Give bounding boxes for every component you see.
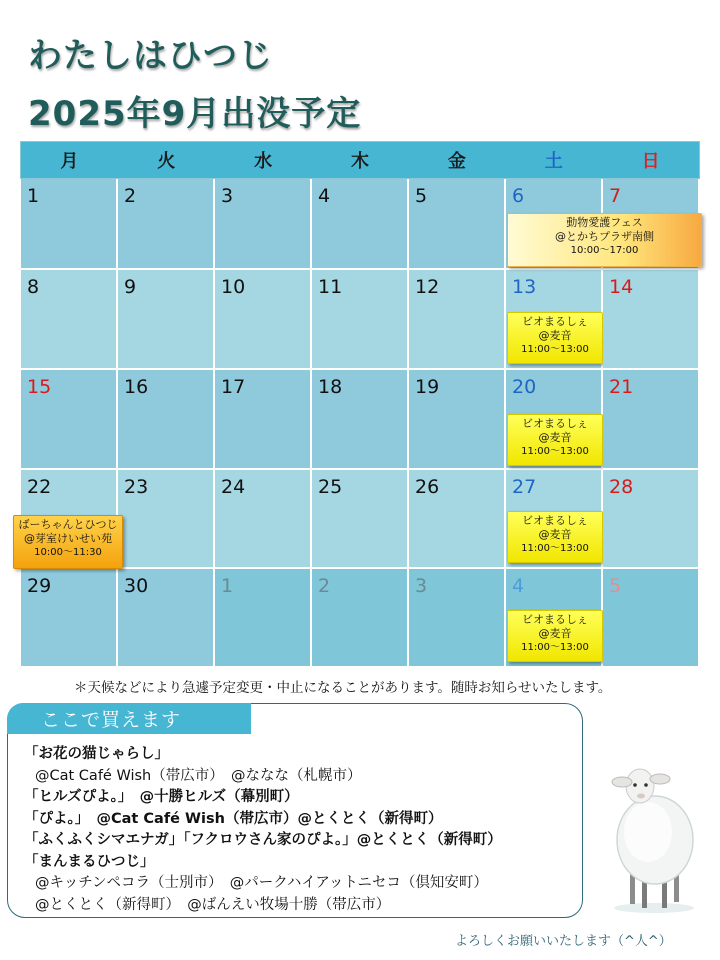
calendar-cell [118, 569, 215, 668]
calendar-cell [506, 270, 603, 370]
day-number: 5 [609, 575, 622, 597]
day-number: 1 [221, 575, 234, 597]
event-title: ばーちゃんとひつじ [18, 518, 118, 531]
calendar-cell [18, 470, 118, 569]
day-number: 21 [609, 376, 634, 398]
calendar-cell [21, 270, 118, 370]
shop-locations: @とくとく（新得町） @ばんえい牧場十勝（帯広市） [35, 896, 391, 913]
day-number: 9 [124, 276, 137, 298]
day-number: 15 [27, 376, 52, 398]
day-number: 4 [512, 575, 525, 597]
calendar-cell [215, 179, 312, 270]
calendar-cell [215, 270, 312, 370]
weekday-tue: 火 [157, 151, 176, 172]
calendar-cell [215, 470, 312, 569]
event-bio-marche[interactable] [507, 610, 603, 662]
event-title: ビオまるしぇ [522, 417, 588, 430]
calendar [20, 141, 700, 668]
day-number: 22 [27, 476, 52, 498]
calendar-cell-next-month [603, 569, 700, 668]
event-title: ビオまるしぇ [522, 514, 588, 527]
event-baachan-hitsuji[interactable] [13, 515, 123, 569]
calendar-cell [118, 270, 215, 370]
day-number: 2 [318, 575, 331, 597]
weekday-sun: 日 [641, 151, 660, 172]
day-number: 18 [318, 376, 343, 398]
event-animal-fes[interactable] [507, 213, 702, 267]
event-time: 11:00～13:00 [521, 642, 589, 653]
event-bio-marche[interactable] [507, 414, 603, 466]
day-number: 28 [609, 476, 634, 498]
event-time: 10:00～11:30 [34, 547, 102, 558]
shop-locations: @キッチンペコラ（士別市） @パークハイアットニセコ（倶知安町） [35, 875, 488, 891]
event-location: @麦音 [538, 329, 572, 342]
day-number: 10 [221, 276, 246, 298]
event-time: 11:00～13:00 [521, 344, 589, 355]
weekday-mon: 月 [60, 151, 79, 172]
calendar-cell [118, 370, 215, 470]
event-bio-marche[interactable] [507, 312, 603, 364]
calendar-cell [409, 370, 506, 470]
calendar-cell [603, 270, 700, 370]
day-number: 2 [124, 185, 137, 207]
page-subtitle: 2025年9月出没予定 [28, 94, 362, 134]
day-number: 12 [415, 276, 440, 298]
calendar-cell-next-month [312, 569, 409, 668]
day-number: 13 [512, 276, 537, 298]
calendar-cell [21, 569, 118, 668]
weekday-fri: 金 [447, 151, 466, 172]
weekday-wed: 水 [254, 151, 273, 172]
day-number: 24 [221, 476, 246, 498]
product-shop-line: 「ふくふくシマエナガ」「フクロウさん家のぴよ。」@とくとく（新得町） [24, 832, 502, 848]
footer-message: よろしくお願いいたします（^人^） [455, 934, 672, 949]
day-number: 11 [318, 276, 343, 298]
schedule-note: ＊天候などにより急遽予定変更・中止になることがあります。随時お知らせいたします。 [74, 680, 612, 696]
event-location: @麦音 [538, 627, 572, 640]
event-bio-marche[interactable] [507, 511, 603, 563]
calendar-cell [603, 470, 700, 569]
calendar-cell [312, 270, 409, 370]
calendar-weekday-header [20, 141, 700, 179]
calendar-cell [409, 470, 506, 569]
weekday-thu: 木 [350, 151, 369, 172]
page-title: わたしはひつじ [28, 36, 273, 76]
calendar-cell [118, 179, 215, 270]
calendar-cell-next-month [215, 569, 312, 668]
weekday-sat: 土 [544, 151, 563, 172]
calendar-cell [603, 370, 700, 470]
day-number: 1 [27, 185, 40, 207]
day-number: 19 [415, 376, 440, 398]
calendar-cell [215, 370, 312, 470]
product-name: 「お花の猫じゃらし」 [24, 746, 169, 762]
product-shop-line: 「ヒルズぴよ。」 @十勝ヒルズ（幕別町） [24, 789, 299, 805]
day-number: 20 [512, 376, 537, 398]
calendar-cell [21, 370, 118, 470]
event-location: @麦音 [538, 528, 572, 541]
shop-list [24, 744, 502, 916]
day-number: 7 [609, 185, 622, 207]
calendar-cell-next-month [506, 569, 603, 668]
shop-locations: @Cat Café Wish（帯広市） @ななな（札幌市） [35, 767, 362, 784]
event-title: ビオまるしぇ [522, 613, 588, 626]
day-number: 6 [512, 185, 525, 207]
day-number: 3 [415, 575, 428, 597]
calendar-cell [506, 370, 603, 470]
calendar-grid [20, 179, 700, 668]
calendar-cell [506, 179, 654, 270]
day-number: 5 [415, 185, 428, 207]
calendar-cell [312, 470, 409, 569]
day-number: 8 [27, 276, 40, 298]
event-location: @とかちプラザ南側 [555, 230, 654, 243]
calendar-cell-next-month [409, 569, 506, 668]
event-time: 11:00～13:00 [521, 543, 589, 554]
day-number: 27 [512, 476, 537, 498]
product-name: 「まんまるひつじ」 [24, 853, 155, 870]
day-number: 23 [124, 476, 149, 498]
calendar-cell [409, 179, 506, 270]
event-location: @芽室けいせい苑 [24, 532, 112, 545]
day-number: 14 [609, 276, 634, 298]
event-title: 動物愛護フェス [566, 216, 643, 229]
day-number: 26 [415, 476, 440, 498]
calendar-cell [312, 179, 409, 270]
event-time: 10:00～17:00 [570, 245, 639, 256]
calendar-cell [506, 470, 603, 569]
day-number: 4 [318, 185, 331, 207]
day-number: 3 [221, 185, 234, 207]
day-number: 29 [27, 575, 52, 597]
calendar-cell [409, 270, 506, 370]
calendar-cell [21, 179, 118, 270]
calendar-cell [312, 370, 409, 470]
sheep-illustration [600, 760, 705, 915]
event-title: ビオまるしぇ [522, 315, 588, 328]
event-location: @麦音 [538, 431, 572, 444]
event-time: 11:00～13:00 [521, 446, 589, 457]
day-number: 16 [124, 376, 149, 398]
calendar-cell [118, 470, 215, 569]
day-number: 25 [318, 476, 343, 498]
day-number: 17 [221, 376, 246, 398]
shop-section-tab: ここで買えます [7, 703, 251, 734]
day-number: 30 [124, 575, 149, 597]
product-shop-line: 「ぴよ。」 @Cat Café Wish（帯広市）@とくとく（新得町） [24, 810, 443, 827]
